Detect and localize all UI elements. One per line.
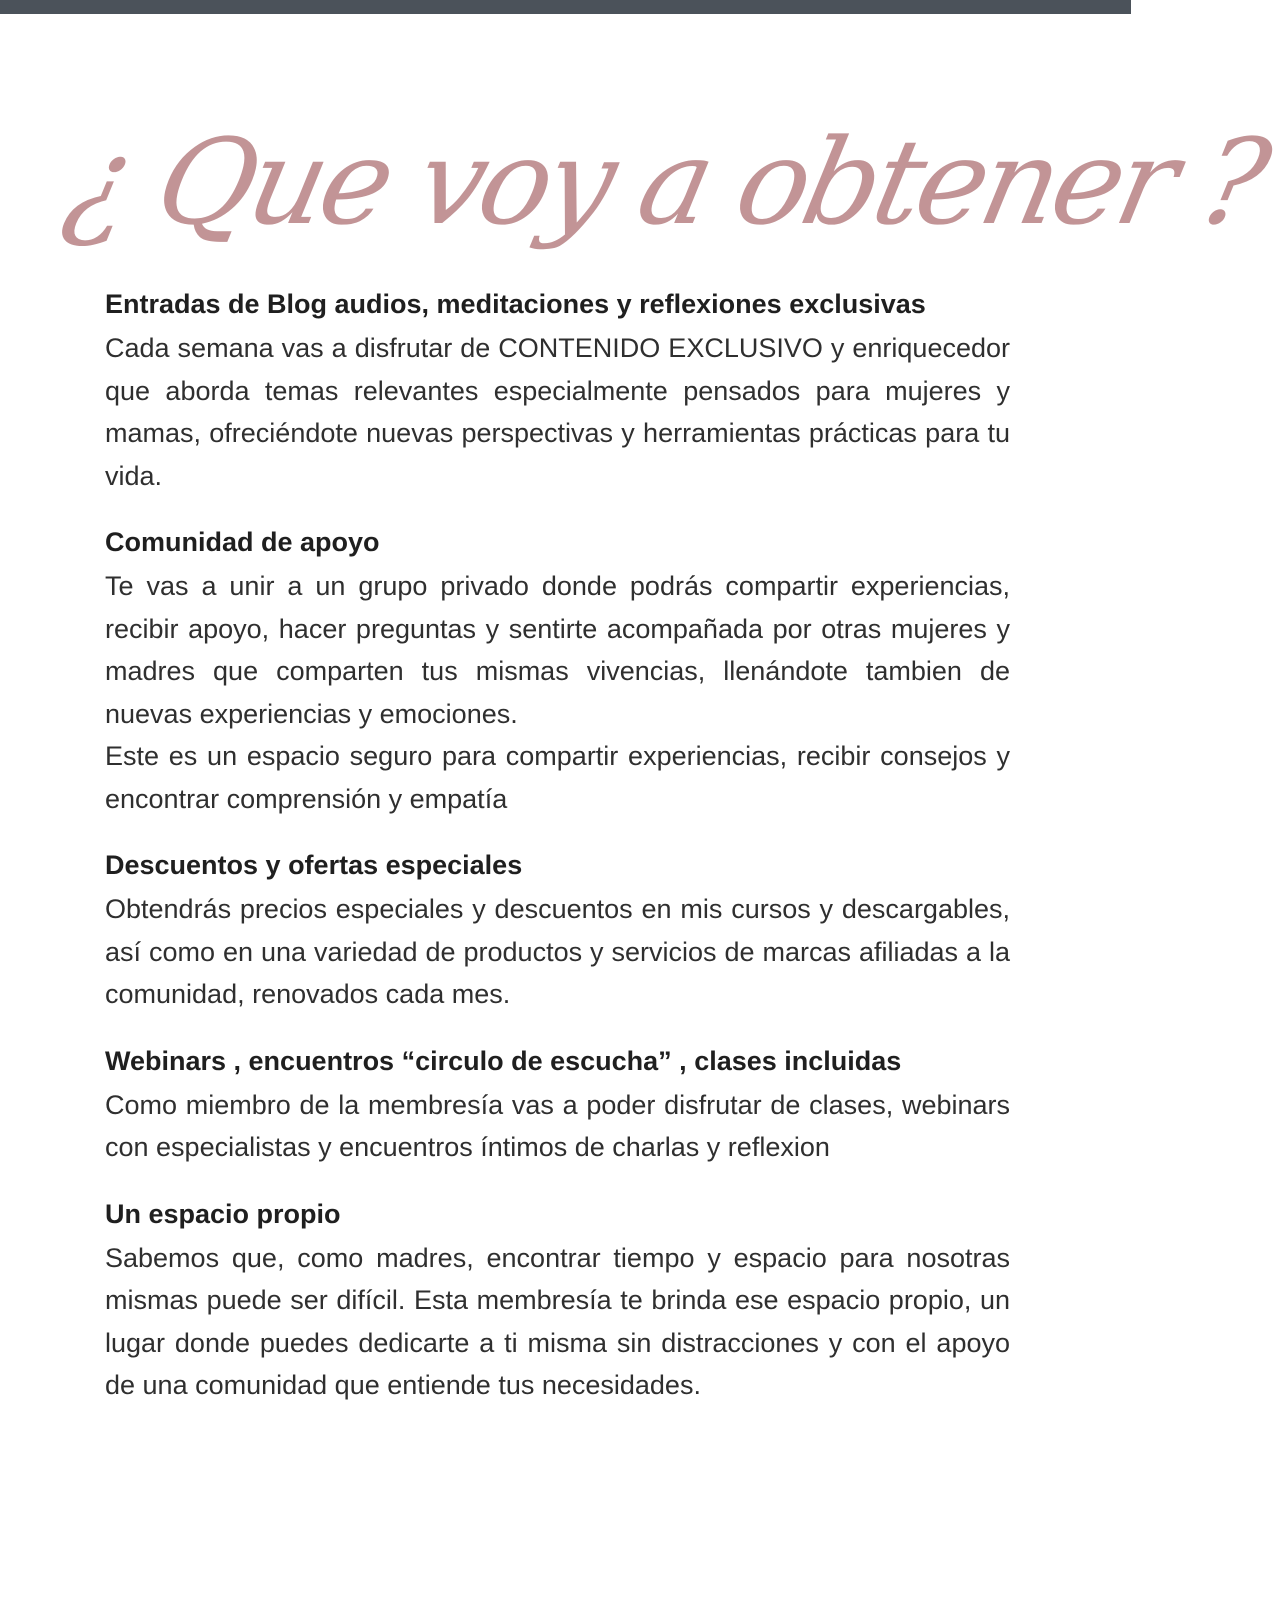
section-heading: Descuentos y ofertas especiales	[105, 850, 523, 880]
top-bar	[0, 0, 1131, 14]
section-paragraph: Te vas a unir a un grupo privado donde podrás compartir experiencias, recibir apoyo, hacer preguntas y sentirte acompañada por otras mujeres y madres que comparten tus mismas vivencias, llenándote tambien de nuevas experiencias y emociones.	[105, 571, 1010, 729]
section-heading: Webinars , encuentros “circulo de escucha” , clases incluidas	[105, 1045, 902, 1076]
section-paragraph: Sabemos que, como madres, encontrar tiempo y espacio para nosotras mismas puede ser difícil. Esta membresía te brinda ese espacio propio, un lugar donde puedes dedicarte a ti misma sin distracciones y con el apoyo de una comunidad que entiende tus necesidades.	[105, 1242, 1010, 1400]
section-paragraph: Cada semana vas a disfrutar de CONTENIDO EXCLUSIVO y enriquecedor que aborda temas relevantes especialmente pensados para mujeres y mamas, ofreciéndote nuevas perspectivas y herramientas prácticas para tu vida.	[105, 333, 1010, 491]
section-heading: Un espacio propio	[105, 1198, 341, 1229]
section-heading: Comunidad de apoyo	[105, 527, 380, 557]
section-heading: Entradas de Blog audios, meditaciones y reflexiones exclusivas	[105, 289, 926, 319]
section-discounts	[105, 846, 1010, 1016]
page-title: ¿ Que voy a obtener ?	[54, 113, 1277, 251]
section-paragraph: Este es un espacio seguro para compartir experiencias, recibir consejos y encontrar comprensión y empatía	[105, 741, 1010, 814]
section-own-space	[105, 1195, 1010, 1407]
section-webinars	[105, 1042, 1010, 1169]
section-community	[105, 523, 1010, 820]
section-paragraph: Obtendrás precios especiales y descuentos en mis cursos y descargables, así como en una variedad de productos y servicios de marcas afiliadas a la comunidad, renovados cada mes.	[105, 894, 1010, 1009]
content	[105, 285, 1010, 1433]
section-paragraph: Como miembro de la membresía vas a poder disfrutar de clases, webinars con especialistas y encuentros íntimos de charlas y reflexion	[105, 1089, 1010, 1162]
section-blog	[105, 285, 1010, 497]
